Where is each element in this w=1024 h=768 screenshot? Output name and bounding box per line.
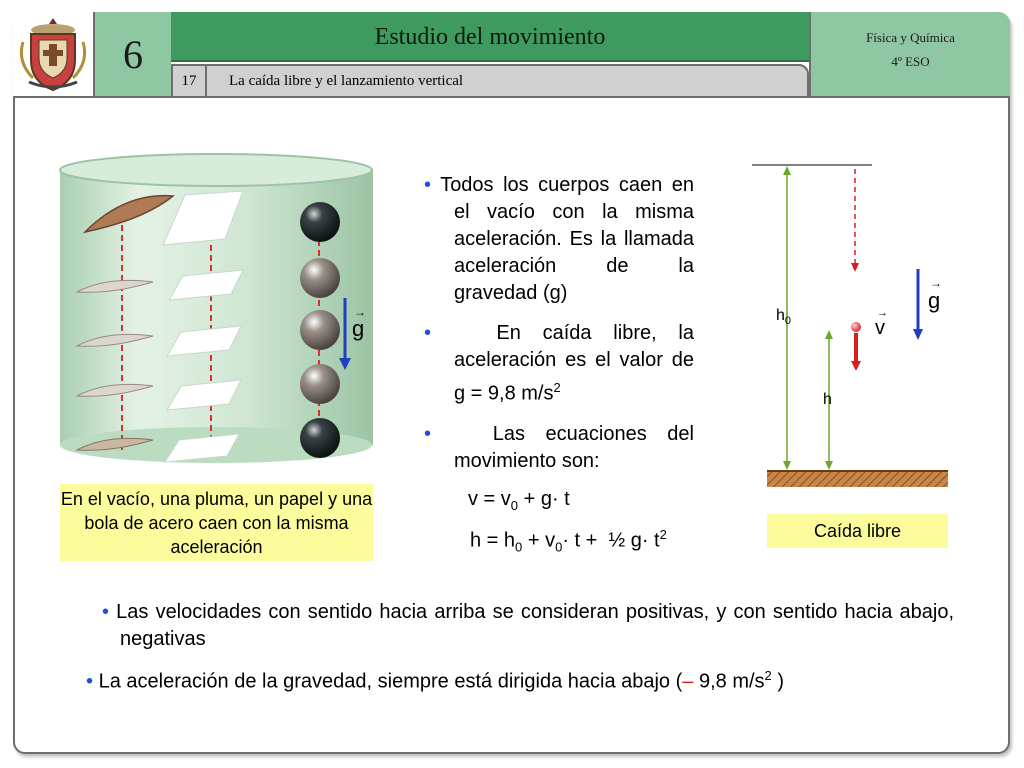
subject-label: Física y Química — [866, 30, 955, 45]
crest-icon — [13, 12, 93, 96]
velocity-equation: $v = v_0 + g\cdot t$ — [468, 488, 570, 513]
unit-number: 6 — [95, 12, 171, 98]
v-vector-label: v — [875, 317, 885, 339]
course-info — [809, 12, 1010, 98]
bottom-notes — [88, 599, 954, 705]
section-number: 17 — [173, 66, 207, 96]
note-item: • La aceleración de la gravedad, siempre está dirigida hacia abajo (– 9,8 $m/s^2$ ) — [86, 668, 784, 693]
h0-label: $h_0$ — [776, 307, 792, 328]
bullet-item: • Las ecuaciones del movimiento son: — [424, 422, 694, 472]
ground — [767, 471, 948, 487]
vector-arrow-mark: → — [354, 305, 366, 319]
vacuum-cylinder-illustration — [55, 150, 385, 480]
grade-label: 4º ESO — [891, 54, 930, 69]
note-item: • Las velocidades con sentido hacia arriba se consideran positivas, y con sentido hacia abajo, negativas — [102, 601, 955, 650]
diagram-caption: Caída libre — [767, 514, 948, 548]
bullet-list — [418, 172, 694, 488]
g-vector-label: g — [928, 288, 941, 313]
height-equation: $h = h_0 + v_0\cdot t$ + ½ $g\cdot t^2$ — [470, 527, 667, 555]
bullet-item: • Todos los cuerpos caen en el vacío con la misma aceleración. Es la llamada aceleración de la gravedad (g) — [424, 174, 694, 304]
vector-arrow-mark: → — [930, 276, 942, 290]
page-title: Estudio del movimiento — [171, 12, 809, 62]
section-bar — [171, 64, 809, 98]
bullet-item: • En caída libre, la aceleración es el valor de g = 9,8 $m/s^2$ — [424, 322, 694, 405]
free-fall-diagram — [740, 155, 960, 495]
h-label: h — [823, 391, 832, 408]
school-crest-logo — [13, 12, 95, 98]
falling-ball-icon — [851, 322, 861, 332]
figure-caption: En el vacío, una pluma, un papel y una bola de acero caen con la misma aceleración — [60, 484, 373, 561]
g-vector-label: g — [352, 316, 365, 341]
vector-arrow-mark: → — [877, 307, 888, 319]
section-title: La caída libre y el lanzamiento vertical — [229, 73, 464, 89]
